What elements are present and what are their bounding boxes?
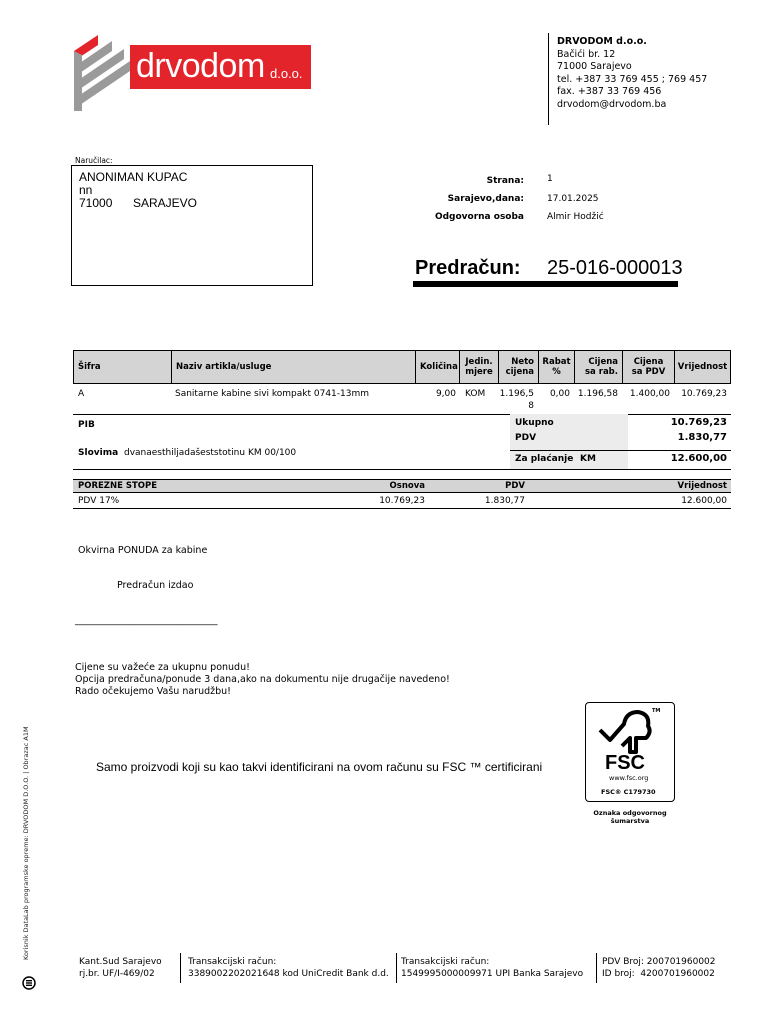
row-jm: KOM xyxy=(465,389,486,399)
company-divider xyxy=(548,33,549,125)
fsc-brand: FSC xyxy=(605,752,645,774)
terms-line-1: Cijene su važeće za ukupnu ponudu! xyxy=(75,662,250,673)
footer-divider-2 xyxy=(396,953,397,983)
col-rabat: Rabat % xyxy=(538,350,574,384)
company-phone: tel. +387 33 769 455 ; 769 457 xyxy=(557,73,708,85)
logo-text: drvodom xyxy=(136,47,265,85)
terms-line-2: Opcija predračuna/ponude 3 dana,ako na dokumentu nije drugačije navedeno! xyxy=(75,674,450,685)
customer-name: ANONIMAN KUPAC xyxy=(79,170,188,184)
tax-row-vrijednost: 12.600,00 xyxy=(681,496,727,506)
logo-mark-icon xyxy=(72,33,132,113)
footer-pdv: PDV Broj: 200701960002 xyxy=(602,957,716,967)
row-kolicina: 9,00 xyxy=(435,389,456,399)
footer-account-1 xyxy=(188,956,389,980)
person-label: Odgovorna osoba xyxy=(434,212,524,222)
footer-account-2-value: 1549995000009971 UPI Banka Sarajevo xyxy=(401,969,584,979)
customer-city: SARAJEVO xyxy=(133,196,198,210)
footer-account-2-label: Transakcijski račun: xyxy=(401,957,490,967)
footer-account-2 xyxy=(401,956,583,980)
footer-account-1-value: 3389002202021648 kod UniCredit Bank d.d. xyxy=(188,969,389,979)
date-label: Sarajevo,dana: xyxy=(447,194,524,204)
row-vrijednost: 10.769,23 xyxy=(681,389,727,399)
page-label: Strana: xyxy=(486,176,524,186)
datalab-icon xyxy=(22,976,36,990)
pdv-label: PDV xyxy=(515,433,537,443)
footer-account-1-label: Transakcijski račun: xyxy=(188,957,277,967)
za-placanje-label: Za plaćanje xyxy=(515,454,574,464)
page-value: 1 xyxy=(547,174,553,184)
row-sifra: A xyxy=(78,389,85,399)
fsc-tree-icon xyxy=(596,706,661,754)
date-value: 17.01.2025 xyxy=(547,194,599,204)
offer-note: Okvirna PONUDA za kabine xyxy=(78,545,208,556)
fsc-caption xyxy=(585,809,675,825)
terms-line-3: Rado očekujemo Vašu narudžbu! xyxy=(75,686,231,697)
tax-row-pdv: 1.830,77 xyxy=(484,496,525,506)
signature-line: ______________________________ xyxy=(75,615,218,626)
tax-col-pdv: PDV xyxy=(505,481,525,491)
summary-top-line xyxy=(73,414,731,415)
slovima-label: Slovima xyxy=(78,448,119,458)
summary-bottom-line xyxy=(73,469,731,470)
company-address: Bačići br. 12 xyxy=(557,48,616,60)
fsc-url: www.fsc.org xyxy=(609,774,649,782)
footer-court-1: Kant.Sud Sarajevo xyxy=(79,957,162,967)
fsc-caption-1: Oznaka odgovornog xyxy=(593,809,667,817)
footer-divider-3 xyxy=(596,953,597,983)
currency-label: KM xyxy=(580,454,596,464)
col-cijena-pdv: Cijena sa PDV xyxy=(622,350,674,384)
footer-divider-1 xyxy=(180,953,181,983)
company-name: DRVODOM d.o.o. xyxy=(557,36,647,47)
pib-label: PIB xyxy=(78,420,95,430)
footer-court xyxy=(79,956,162,980)
slovima-value: dvanaesthiljadašeststotinu KM 00/100 xyxy=(124,448,297,458)
issued-by-label: Predračun izdao xyxy=(117,580,194,591)
footer-court-2: rj.br. UF/I-469/02 xyxy=(79,969,155,979)
company-info xyxy=(557,36,707,111)
col-cijena-rab: Cijena sa rab. xyxy=(574,350,622,384)
company-city: 71000 Sarajevo xyxy=(557,61,632,72)
customer-line2: nn xyxy=(79,183,93,197)
summary-mid-line xyxy=(510,450,731,451)
fsc-caption-2: šumarstva xyxy=(610,817,650,825)
tax-row-osnova: 10.769,23 xyxy=(379,496,425,506)
pdv-value: 1.830,77 xyxy=(677,432,727,443)
col-kolicina: Količina xyxy=(415,350,459,384)
logo-sub-text: d.o.o. xyxy=(270,66,303,81)
col-vrijednost: Vrijednost xyxy=(674,350,731,384)
za-placanje-value: 12.600,00 xyxy=(670,453,727,464)
row-neto: 1.196,58 xyxy=(499,389,534,411)
document-title: Predračun: xyxy=(415,257,521,279)
customer-label: Naručilac: xyxy=(75,156,113,165)
tax-col-vrijednost: Vrijednost xyxy=(677,481,727,491)
ukupno-value: 10.769,23 xyxy=(670,417,727,428)
terms xyxy=(75,662,450,698)
col-jm: Jedin. mjere xyxy=(459,350,498,384)
fsc-statement: Samo proizvodi koji su kao takvi identificirani na ovom računu su FSC ™ certificirani xyxy=(96,760,543,774)
footer-ids xyxy=(602,956,716,980)
side-text: Korisnik DataLab programske opreme: DRVODOM D.O.O. | Obrazac A1M xyxy=(22,726,30,960)
fsc-code: FSC® C179730 xyxy=(601,788,656,796)
tax-col-stope: POREZNE STOPE xyxy=(78,481,158,491)
row-rabat: 0,00 xyxy=(549,389,570,399)
col-neto: Neto cijena xyxy=(498,350,538,384)
footer-id: ID broj: 4200701960002 xyxy=(602,969,715,979)
col-sifra: Šifra xyxy=(73,350,171,384)
tax-col-osnova: Osnova xyxy=(389,481,425,491)
col-naziv: Naziv artikla/usluge xyxy=(171,350,415,384)
company-email: drvodom@drvodom.ba xyxy=(557,98,667,110)
row-cijena-pdv: 1.400,00 xyxy=(629,389,670,399)
ukupno-label: Ukupno xyxy=(515,418,554,428)
tax-row-stopa: PDV 17% xyxy=(78,496,120,506)
customer-zip: 71000 xyxy=(79,196,113,210)
customer-info xyxy=(79,171,197,210)
row-cijena-rab: 1.196,58 xyxy=(577,389,618,399)
fsc-tm: TM xyxy=(652,708,661,714)
company-fax: fax. +387 33 769 456 xyxy=(557,86,662,97)
tax-bottom-line xyxy=(73,508,731,509)
person-value: Almir Hodžić xyxy=(547,212,604,222)
document-number: 25-016-000013 xyxy=(547,257,683,279)
title-underline xyxy=(413,281,678,287)
row-naziv: Sanitarne kabine sivi kompakt 0741-13mm xyxy=(175,389,370,399)
